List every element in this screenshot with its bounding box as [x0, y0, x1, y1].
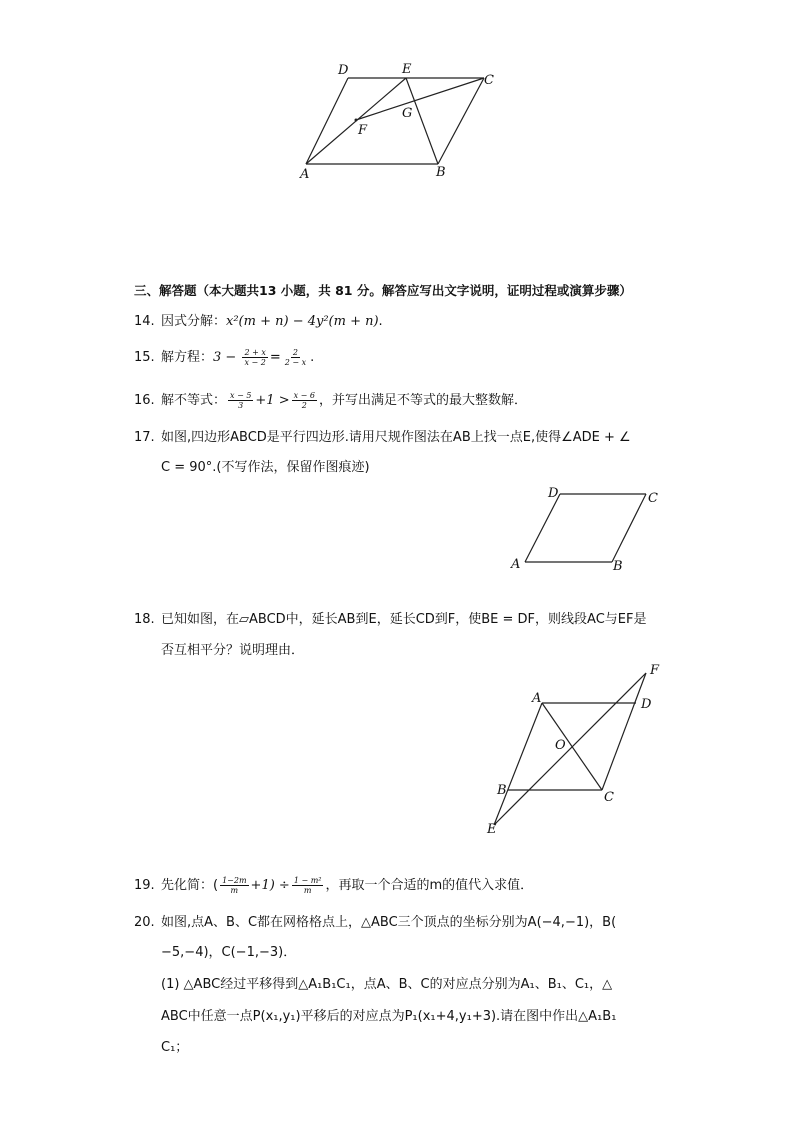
q19-tail: ，再取一个合适的m的值代入求值．: [325, 878, 534, 893]
label-C: C: [484, 73, 494, 88]
label-D: D: [548, 486, 559, 501]
q19-fraction-1: [220, 876, 248, 895]
seg-EF: [494, 673, 646, 825]
q15-f2-numerator: 2: [292, 348, 298, 357]
label-F: F: [650, 663, 660, 678]
q14-text: [161, 312, 383, 332]
q15-fraction-2: [283, 348, 308, 367]
figure-q18-parallelogram: [480, 660, 670, 840]
q19-text: [161, 876, 533, 896]
q18-number: 18.: [134, 612, 155, 627]
q19-f1-numerator: 1−2m: [222, 876, 247, 885]
q20-line-3: (1) △ABC经过平移得到△A₁B₁C₁，点A、B、C的对应点分别为A₁、B₁、C₁，△: [161, 977, 613, 992]
q15-fraction-1: [242, 348, 267, 367]
q19-f2-numerator: 1 − m²: [293, 876, 322, 885]
q19-number: 19.: [134, 878, 155, 893]
q20-line-5: C₁；: [161, 1040, 189, 1055]
label-E: E: [487, 822, 497, 837]
q16-f2-numerator: x − 6: [293, 391, 315, 400]
q16-text: [161, 391, 527, 411]
q15-f2-denominator: 2 − x: [284, 358, 307, 367]
label-C: C: [648, 491, 658, 506]
q17-number: 17.: [134, 430, 155, 445]
q16-mid: +1 >: [255, 393, 290, 408]
seg-EB: [406, 78, 438, 164]
figure-q17-parallelogram: [505, 482, 670, 574]
q16-f2-denominator: 2: [301, 401, 307, 410]
q16-f1-numerator: x − 5: [230, 391, 252, 400]
q15-f1-numerator: 2 + x: [244, 348, 266, 357]
seg-AD: [306, 78, 348, 164]
label-E: E: [402, 62, 412, 77]
label-C: C: [604, 790, 614, 805]
label-A: A: [300, 167, 310, 182]
q15-label: 解方程：: [161, 350, 214, 365]
label-D: D: [338, 63, 349, 78]
label-A: A: [511, 557, 521, 572]
label-O: O: [555, 738, 566, 753]
section-heading: 三、解答题（本大题共13 小题，共 81 分。解答应写出文字说明，证明过程或演算步骤）: [134, 283, 632, 298]
q16-fraction-1: [228, 391, 253, 410]
q20-line-4: ABC中任意一点P(x₁,y₁)平移后的对应点为P₁(x₁+4,y₁+3).请在图中作出△A₁B₁: [161, 1009, 617, 1024]
seg-BC: [612, 494, 646, 562]
q16-number: 16.: [134, 393, 155, 408]
label-F: F: [358, 123, 368, 138]
seg-CF: [602, 673, 646, 790]
q15-end: .: [310, 350, 315, 365]
q16-tail: ，并写出满足不等式的最大整数解．: [319, 393, 528, 408]
point-F: [355, 119, 358, 122]
q18-line-2: 否互相平分？说明理由．: [161, 643, 305, 658]
q18-line-1: 已知如图，在▱ABCD中，延长AB到E，延长CD到F，使BE = DF，则线段AC与EF是: [161, 612, 647, 627]
q19-f1-denominator: m: [230, 886, 239, 895]
q20-line-1: 如图,点A、B、C都在网格格点上，△ABC三个顶点的坐标分别为A(−4,−1)，B(: [161, 915, 617, 930]
q14-number: 14.: [134, 314, 155, 329]
q17-line-2: C = 90°.(不写作法，保留作图痕迹): [161, 460, 370, 475]
label-B: B: [436, 165, 446, 180]
q15-text: [161, 348, 314, 368]
q20-line-2: −5,−4)，C(−1,−3)．: [161, 945, 297, 960]
q19-f2-denominator: m: [303, 886, 312, 895]
q20-number: 20.: [134, 915, 155, 930]
q15-number: 15.: [134, 350, 155, 365]
label-G: G: [402, 106, 413, 121]
seg-AD: [525, 494, 560, 562]
q16-label: 解不等式：: [161, 393, 227, 408]
figure-top-parallelogram: [290, 58, 510, 188]
q19-mid: +1) ÷: [250, 878, 290, 893]
label-B: B: [497, 783, 507, 798]
q15-lead: 3 −: [213, 350, 237, 365]
seg-AE: [494, 703, 542, 825]
q16-fraction-2: [292, 391, 317, 410]
q19-label: 先化简：(: [161, 878, 219, 893]
q15-equals: =: [269, 350, 281, 365]
q15-f1-denominator: x − 2: [244, 358, 266, 367]
label-B: B: [613, 559, 623, 574]
q17-line-1: 如图,四边形ABCD是平行四边形.请用尺规作图法在AB上找一点E,使得∠ADE + ∠: [161, 430, 631, 445]
label-D: D: [641, 697, 652, 712]
q19-fraction-2: [292, 876, 324, 895]
q14-expression: x²(m + n) − 4y²(m + n): [226, 314, 379, 329]
q14-end: .: [378, 314, 383, 329]
label-A: A: [532, 691, 542, 706]
q16-f1-denominator: 3: [238, 401, 244, 410]
q14-label: 因式分解：: [161, 314, 227, 329]
